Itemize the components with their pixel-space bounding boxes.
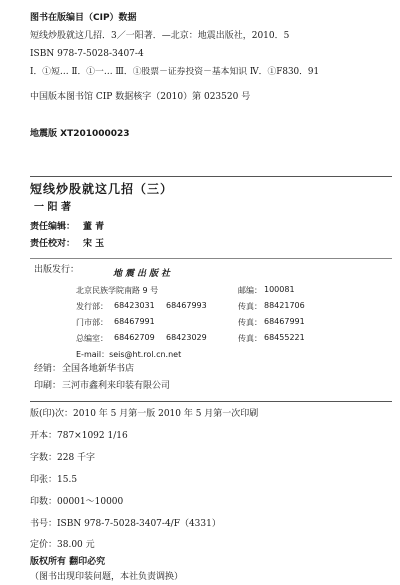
row-fax-label: 传真： bbox=[238, 318, 262, 327]
proofreader-label: 责任校对： bbox=[30, 239, 76, 249]
spec-print-run: 印数：00001～10000 bbox=[30, 497, 124, 507]
distributor-label: 经销： bbox=[34, 364, 62, 374]
cip-line-1: 短线炒股就这几招．3／一阳著．—北京：地震出版社，2010．5 bbox=[30, 31, 290, 41]
spec-word-count: 字数：228 千字 bbox=[30, 453, 96, 463]
cip-isbn: ISBN 978-7-5028-3407-4 bbox=[30, 49, 144, 59]
book-title: 短线炒股就这几招（三） bbox=[30, 182, 174, 196]
spec-edition: 版(印)次：2010 年 5 月第一版 2010 年 5 月第一次印刷 bbox=[30, 409, 259, 419]
postcode-value: 100081 bbox=[264, 285, 295, 294]
cip-data-number: 中国版本图书馆 CIP 数据核字（2010）第 023520 号 bbox=[30, 92, 251, 102]
publisher-code: 地震版 XT201000023 bbox=[30, 129, 130, 139]
title-top-rule bbox=[30, 176, 392, 177]
row-label: 发行部： bbox=[76, 302, 108, 311]
row-phone-2: 68467993 bbox=[166, 301, 207, 310]
specs-top-rule bbox=[30, 401, 392, 402]
row-fax-label: 传真： bbox=[238, 334, 262, 343]
book-author: 一 阳 著 bbox=[34, 202, 71, 213]
spec-sheets: 印张：15.5 bbox=[30, 475, 78, 485]
distributor-value: 全国各地新华书店 bbox=[62, 364, 135, 374]
cip-classification: Ⅰ．①短… Ⅱ．①一… Ⅲ．①股票－证券投资－基本知识 Ⅳ．①F830．91 bbox=[30, 67, 320, 77]
row-fax: 68455221 bbox=[264, 333, 305, 342]
publisher-top-rule bbox=[30, 258, 392, 259]
postcode-label: 邮编： bbox=[238, 286, 262, 295]
printer-label: 印刷： bbox=[34, 381, 62, 391]
row-label: 门市部： bbox=[76, 318, 108, 327]
publisher-label: 出版发行： bbox=[34, 265, 80, 275]
publisher-address: 北京民族学院南路 9 号 bbox=[76, 286, 159, 295]
editor-label: 责任编辑： bbox=[30, 222, 76, 232]
row-fax: 88421706 bbox=[264, 301, 305, 310]
row-phone-1: 68467991 bbox=[114, 317, 155, 326]
defect-notice: （图书出现印装问题，本社负责调换） bbox=[30, 572, 184, 582]
proofreader-name: 宋 玉 bbox=[83, 239, 105, 249]
cip-heading: 图书在版编目（CIP）数据 bbox=[30, 13, 137, 23]
row-fax-label: 传真： bbox=[238, 302, 262, 311]
rights-statement: 版权所有 翻印必究 bbox=[30, 557, 106, 567]
printer-value: 三河市鑫利来印装有限公司 bbox=[62, 381, 171, 391]
row-phone-2: 68423029 bbox=[166, 333, 207, 342]
row-label: 总编室： bbox=[76, 334, 108, 343]
row-phone-1: 68462709 bbox=[114, 333, 155, 342]
row-fax: 68467991 bbox=[264, 317, 305, 326]
publisher-email: E-mail：seis@ht.rol.cn.net bbox=[76, 350, 182, 359]
spec-isbn: 书号：ISBN 978-7-5028-3407-4/F（4331） bbox=[30, 519, 221, 529]
publisher-logo: 地震出版社 bbox=[113, 269, 174, 279]
editor-name: 董 青 bbox=[83, 222, 105, 232]
row-phone-1: 68423031 bbox=[114, 301, 155, 310]
spec-price: 定价：38.00 元 bbox=[30, 540, 95, 550]
spec-format: 开本：787×1092 1/16 bbox=[30, 431, 128, 441]
